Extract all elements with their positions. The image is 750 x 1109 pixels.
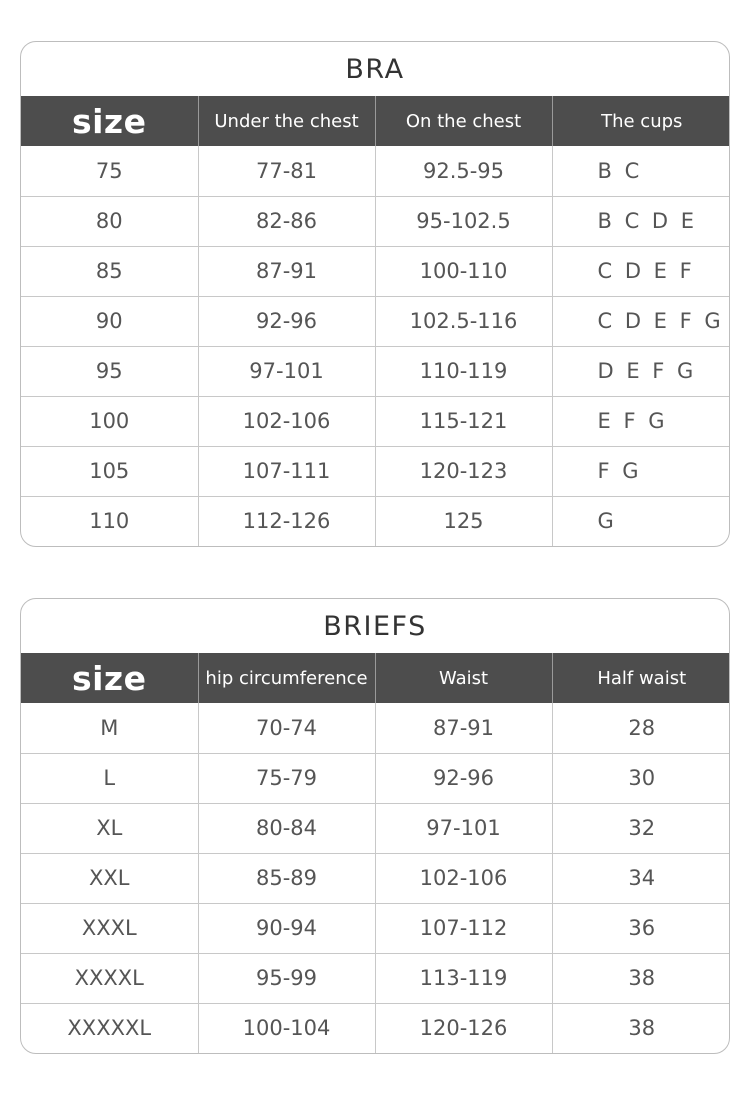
bra-table-row bbox=[21, 446, 730, 496]
bra-cell-on-chest: 120-123 bbox=[375, 446, 552, 496]
bra-cell-on-chest: 102.5-116 bbox=[375, 296, 552, 346]
briefs-cell-hip: 85-89 bbox=[198, 853, 375, 903]
briefs-table-row bbox=[21, 1003, 730, 1053]
bra-size-table bbox=[21, 96, 730, 546]
bra-cell-under-chest: 97-101 bbox=[198, 346, 375, 396]
bra-cell-cups: E F G bbox=[552, 396, 730, 446]
briefs-cell-size: XXXXXL bbox=[21, 1003, 198, 1053]
briefs-cell-half-waist: 38 bbox=[552, 1003, 730, 1053]
bra-size-card bbox=[20, 41, 730, 547]
bra-header-under-chest: Under the chest bbox=[198, 96, 375, 146]
briefs-cell-half-waist: 30 bbox=[552, 753, 730, 803]
bra-table-row bbox=[21, 246, 730, 296]
bra-cell-under-chest: 77-81 bbox=[198, 146, 375, 196]
bra-table-row bbox=[21, 296, 730, 346]
bra-cell-cups: C D E F G bbox=[552, 296, 730, 346]
bra-cell-cups: B C D E bbox=[552, 196, 730, 246]
bra-cell-cups: D E F G bbox=[552, 346, 730, 396]
briefs-table-title: BRIEFS bbox=[323, 610, 427, 642]
bra-header-size: size bbox=[21, 96, 198, 146]
bra-cell-on-chest: 125 bbox=[375, 496, 552, 546]
briefs-cell-size: M bbox=[21, 703, 198, 753]
briefs-cell-size: XL bbox=[21, 803, 198, 853]
bra-header-row bbox=[21, 96, 730, 146]
bra-cell-on-chest: 92.5-95 bbox=[375, 146, 552, 196]
bra-cell-size: 80 bbox=[21, 196, 198, 246]
briefs-cell-hip: 80-84 bbox=[198, 803, 375, 853]
briefs-table-row bbox=[21, 853, 730, 903]
bra-cell-on-chest: 95-102.5 bbox=[375, 196, 552, 246]
bra-cell-on-chest: 100-110 bbox=[375, 246, 552, 296]
briefs-cell-waist: 120-126 bbox=[375, 1003, 552, 1053]
briefs-cell-hip: 95-99 bbox=[198, 953, 375, 1003]
bra-cell-under-chest: 87-91 bbox=[198, 246, 375, 296]
briefs-cell-waist: 92-96 bbox=[375, 753, 552, 803]
bra-cell-under-chest: 82-86 bbox=[198, 196, 375, 246]
bra-table-row bbox=[21, 196, 730, 246]
bra-header-on-chest: On the chest bbox=[375, 96, 552, 146]
bra-table-row bbox=[21, 146, 730, 196]
bra-cell-size: 105 bbox=[21, 446, 198, 496]
briefs-cell-half-waist: 28 bbox=[628, 715, 656, 740]
briefs-cell-size: XXXL bbox=[21, 903, 198, 953]
bra-table-title: BRA bbox=[345, 53, 405, 85]
briefs-header-row bbox=[21, 653, 730, 703]
bra-cell-size: 95 bbox=[21, 346, 198, 396]
bra-cell-under-chest: 102-106 bbox=[198, 396, 375, 446]
briefs-table-row bbox=[21, 703, 730, 753]
briefs-cell-waist: 97-101 bbox=[375, 803, 552, 853]
briefs-cell-hip: 100-104 bbox=[198, 1003, 375, 1053]
briefs-cell-half-waist: 38 bbox=[552, 953, 730, 1003]
briefs-cell-waist: 87-91 bbox=[375, 703, 552, 753]
briefs-cell-half-waist: 32 bbox=[552, 803, 730, 853]
bra-header-cups: The cups bbox=[552, 96, 730, 146]
briefs-cell-hip: 70-74 bbox=[198, 703, 375, 753]
briefs-table-row bbox=[21, 953, 730, 1003]
briefs-header-size: size bbox=[21, 653, 198, 703]
bra-table-row bbox=[21, 346, 730, 396]
briefs-cell-size: XXL bbox=[21, 853, 198, 903]
bra-cell-under-chest: 107-111 bbox=[198, 446, 375, 496]
briefs-cell-size: L bbox=[21, 753, 198, 803]
bra-cell-on-chest: 110-119 bbox=[375, 346, 552, 396]
briefs-size-table bbox=[21, 653, 730, 1053]
briefs-table-row bbox=[21, 803, 730, 853]
briefs-table-row bbox=[21, 903, 730, 953]
bra-cell-under-chest: 92-96 bbox=[198, 296, 375, 346]
briefs-cell-waist: 107-112 bbox=[375, 903, 552, 953]
bra-cell-size: 90 bbox=[21, 296, 198, 346]
bra-cell-cups: B C bbox=[597, 158, 643, 183]
bra-cell-under-chest: 112-126 bbox=[198, 496, 375, 546]
briefs-cell-size: XXXXL bbox=[21, 953, 198, 1003]
bra-cell-cups: G bbox=[552, 496, 730, 546]
bra-cell-cups: F G bbox=[552, 446, 730, 496]
briefs-cell-waist: 113-119 bbox=[375, 953, 552, 1003]
bra-cell-size: 85 bbox=[21, 246, 198, 296]
bra-cell-on-chest: 115-121 bbox=[375, 396, 552, 446]
briefs-cell-hip: 90-94 bbox=[198, 903, 375, 953]
briefs-cell-half-waist: 34 bbox=[552, 853, 730, 903]
bra-table-row bbox=[21, 396, 730, 446]
briefs-size-card bbox=[20, 598, 730, 1054]
bra-cell-cups: C D E F bbox=[552, 246, 730, 296]
briefs-header-hip: hip circumference bbox=[198, 653, 375, 703]
bra-cell-size: 100 bbox=[21, 396, 198, 446]
briefs-header-waist: Waist bbox=[375, 653, 552, 703]
bra-table-row bbox=[21, 496, 730, 546]
briefs-cell-half-waist: 36 bbox=[552, 903, 730, 953]
briefs-table-row bbox=[21, 753, 730, 803]
briefs-cell-waist: 102-106 bbox=[375, 853, 552, 903]
bra-cell-size: 110 bbox=[21, 496, 198, 546]
bra-cell-size: 75 bbox=[21, 146, 198, 196]
briefs-cell-hip: 75-79 bbox=[198, 753, 375, 803]
briefs-header-half-waist: Half waist bbox=[552, 653, 730, 703]
